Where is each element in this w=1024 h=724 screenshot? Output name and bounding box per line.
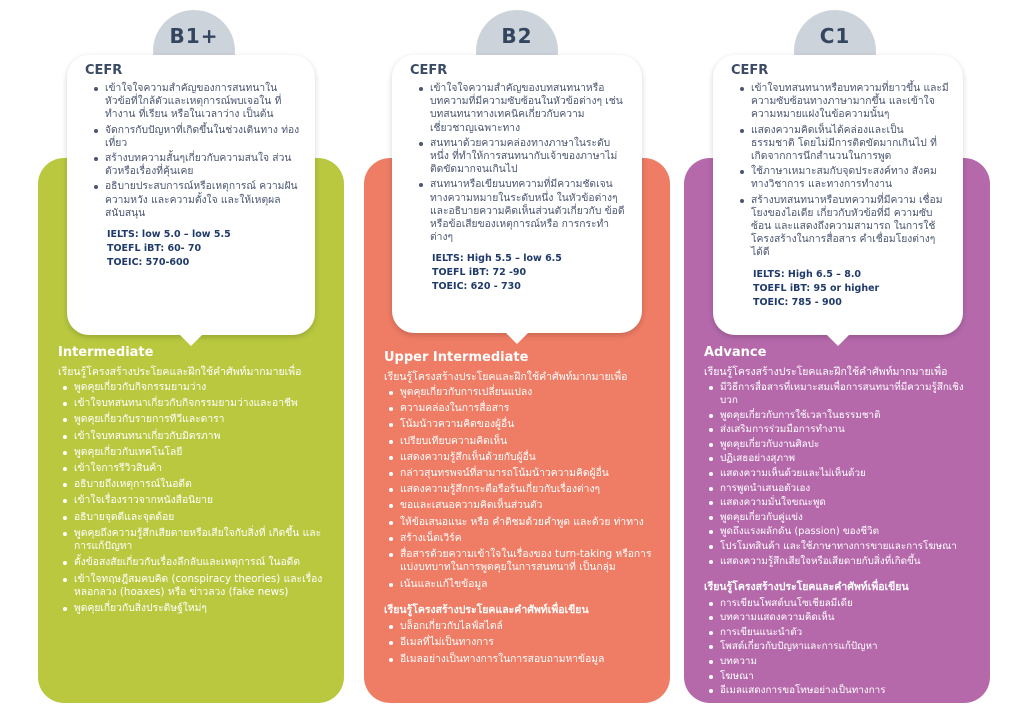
list-item: เข้าใจทฤษฎีสมคบคิด (conspiracy theories) และเรื่องหลอกลวง (hoaxes) หรือ ข่าวลวง (fake news) [74,573,328,600]
cefr-list [91,82,301,220]
cefr-label: CEFR [85,63,123,78]
test-scores [753,268,949,310]
cefr-item: สนทนาหรือเขียนบทความที่มีความชัดเจน ทางความหมายในระดับหนึ่ง ในหัวข้อต่างๆ และอธิบายความคิดเห็นส่วนตัวเกี่ยวกับ ข้อดีหรือข้อเสียของเหตุการณ์หรือ การกระทำต่างๆ [430,178,628,244]
ielts-score: IELTS: low 5.0 – low 5.5 [107,229,231,241]
ielts-score: IELTS: High 5.5 – low 6.5 [432,253,562,265]
cefr-card [67,55,315,335]
list-item: พูดถึงแรงผลักดัน (passion) ของชีวิต [720,525,974,538]
toeic-score: TOEIC: 785 - 900 [753,296,842,308]
list-item: พูดคุยเกี่ยวกับคู่แข่ง [720,511,974,524]
list-item: มีวิธีการสื่อสารที่เหมาะสมเพื่อการสนทนาที่มีความรู้สึกเชิงบวก [720,381,974,407]
cefr-item: แสดงความคิดเห็นได้คล่องและเป็น ธรรมชาติ โดยไม่มีการติดขัดมากเกินไป ที่เกิดจากการนึกสำนวนในการพูด [751,124,949,164]
cefr-item: จัดการกับปัญหาที่เกิดขึ้นในช่วงเดินทาง ท่องเที่ยว [105,123,300,149]
toefl-score: TOEFL iBT: 95 or higher [753,282,880,294]
course-list [384,386,654,591]
list-item: อีเมลอย่างเป็นทางการในการสอบถามหาข้อมูล [400,653,654,667]
list-item: ส่งเสริมการร่วมมือการทำงาน [720,423,974,436]
level-badge: C1 [794,10,876,92]
list-item: อีเมลที่ไม่เป็นทางการ [400,636,654,650]
cefr-item: อธิบายประสบการณ์หรือเหตุการณ์ ความฝัน ความหวัง และความตั้งใจ และให้เหตุผลสนับสนุน [105,180,301,220]
list-item: เปรียบเทียบความคิดเห็น [400,435,654,449]
ielts-score: IELTS: High 6.5 – 8.0 [753,268,862,280]
list-item: แสดงความรู้สึกเห็นด้วยกับผู้อื่น [400,451,654,465]
list-item: ความคล่องในการสื่อสาร [400,402,654,416]
writing-title: เรียนรู้โครงสร้างประโยคและคำศัพท์เพื่อเขียน [384,604,589,617]
list-item: พูดคุยเกี่ยวกับเทคโนโลยี [74,446,328,460]
list-item: แสดงความมั่นใจขณะพูด [720,496,974,509]
list-item: เน้นและแก้ไขข้อมูล [400,578,654,592]
level-badge: B2 [476,10,558,92]
cefr-label: CEFR [731,63,769,78]
level-column-c1 [684,0,990,724]
writing-list [704,597,974,698]
list-item: แสดงความเห็นด้วยและไม่เห็นด้วย [720,467,974,480]
course-section [384,350,654,669]
course-intro: เรียนรู้โครงสร้างประโยคและฝึกใช้คำศัพท์มากมายเพื่อ [384,371,628,383]
toefl-score: TOEFL iBT: 72 -90 [432,267,527,279]
list-item: การเขียนแนะนำตัว [720,626,974,639]
test-scores [107,228,301,270]
toeic-score: TOEIC: 570-600 [107,257,190,269]
list-item: สื่อสารด้วยความเข้าใจในเรื่องของ turn-taking หรือการแบ่งบทบาทในการพูดคุยในการสนทนาที่ เป็นกลุ่ม [400,548,654,575]
course-list [58,381,328,616]
cefr-list [416,82,628,244]
list-item: อีเมลแสดงการขอโทษอย่างเป็นทางการ [720,684,974,697]
list-item: อธิบายจุดดีและจุดด้อย [74,511,328,525]
list-item: เข้าใจการรีวิวสินค้า [74,462,328,476]
list-item: พูดคุยถึงความรู้สึกเสียดายหรือเสียใจกับสิ่งที่ เกิดขึ้น และการแก้ปัญหา [74,527,328,554]
course-section [704,345,974,699]
cefr-item: ใช้ภาษาเหมาะสมกับจุดประสงค์ทาง สังคม ทางวิชาการ และทางการทำงาน [751,165,949,191]
list-item: เข้าใจบทสนทนาเกี่ยวกับกิจกรรมยามว่างและอาชีพ [74,397,328,411]
list-item: พูดคุยเกี่ยวกับงานศิลปะ [720,438,974,451]
list-item: โฆษณา [720,670,974,683]
cefr-item: สร้างบทความสั้นๆเกี่ยวกับความสนใจ ส่วนตัวหรือเรื่องที่คุ้นเคย [105,152,301,178]
cefr-card [713,55,963,335]
course-intro: เรียนรู้โครงสร้างประโยคและฝึกใช้คำศัพท์มากมายเพื่อ [58,366,302,378]
list-item: บทความ [720,655,974,668]
course-intro: เรียนรู้โครงสร้างประโยคและฝึกใช้คำศัพท์มากมายเพื่อ [704,366,948,378]
list-item: โพสต์เกี่ยวกับปัญหาและการแก้ปัญหา [720,640,974,653]
list-item: พูดคุยเกี่ยวกับการใช้เวลาในธรรมชาติ [720,409,974,422]
list-item: ขอและเสนอความคิดเห็นส่วนตัว [400,499,654,513]
card-pointer [505,332,529,344]
list-item: เข้าใจบทสนทนาเกี่ยวกับมิตรภาพ [74,430,328,444]
course-list [704,381,974,568]
toeic-score: TOEIC: 620 - 730 [432,281,521,293]
test-scores [432,252,628,294]
cefr-item: เข้าใจใจความสำคัญของการสนทนาใน หัวข้อที่ใกล้ตัวและเหตุการณ์พบเจอใน ที่ทำงาน ที่เรียน หรือในเวลาว่าง เป็นต้น [105,82,301,122]
list-item: ให้ข้อเสนอแนะ หรือ คำติชมด้วยคำพูด และด้วย ท่าทาง [400,516,654,530]
list-item: การเขียนโพสต์บนโซเชียลมีเดีย [720,597,974,610]
level-badge: B1+ [153,10,235,92]
cefr-item: เข้าใจใจความสำคัญของบทสนทนาหรือ บทความที่มีความซับซ้อนในหัวข้อต่างๆ เช่น บทสนทนาทางเทคนิคเกี่ยวกับความ เชี่ยวชาญเฉพาะทาง [430,82,628,135]
cefr-card [392,55,642,333]
course-section [58,345,328,619]
list-item: การพูดนำเสนอตัวเอง [720,482,974,495]
cefr-item: เข้าใจบทสนทนาหรือบทความที่ยาวขึ้น และมีความซับซ้อนทางภาษามากขึ้น และเข้าใจความหมายแฝงในข้อความนั้นๆ [751,82,949,121]
list-item: แสดงความรู้สึกกระตือรือร้นเกี่ยวกับเรื่องต่างๆ [400,483,654,497]
cefr-item: สร้างบทสนทนาหรือบทความที่มีความ เชื่อมโยงของไอเดีย เกี่ยวกับหัวข้อที่มี ความซับซ้อน และแสดงถึงความสามารถ ในการใช้โครงสร้างในการสื่อสาร คำเชื่อมโยงต่างๆ ได้ดี [751,194,949,260]
course-title: Upper Intermediate [384,350,529,365]
cefr-list [737,82,949,260]
course-title: Advance [704,345,767,360]
course-title: Intermediate [58,345,154,360]
writing-list [384,620,654,666]
list-item: บทความแสดงความคิดเห็น [720,611,974,624]
list-item: พูดคุยเกี่ยวกับกิจกรรมยามว่าง [74,381,328,395]
list-item: กล่าวสุนทรพจน์ที่สามารถโน้มน้าวความคิดผู้อื่น [400,467,654,481]
list-item: พูดคุยเกี่ยวกับรายการทีวีและดารา [74,413,328,427]
list-item: พูดคุยเกี่ยวกับการเปลี่ยนแปลง [400,386,654,400]
level-column-b2 [364,0,670,724]
level-column-b1 [38,0,344,724]
list-item: บล็อกเกี่ยวกับไลฟ์สไตล์ [400,620,654,634]
list-item: สร้างเน็ตเวิร์ค [400,532,654,546]
list-item: โปรโมทสินค้า และใช้ภาษาทางการขายและการโฆษณา [720,540,974,553]
writing-title: เรียนรู้โครงสร้างประโยคและคำศัพท์เพื่อเขียน [704,580,909,593]
list-item: ตั้งข้อสงสัยเกี่ยวกับเรื่องลึกลับและเหตุการณ์ ในอดีต [74,556,328,570]
toefl-score: TOEFL iBT: 60- 70 [107,243,202,255]
cefr-label: CEFR [410,63,448,78]
list-item: แสดงความรู้สึกเสียใจหรือเสียดายกับสิ่งที่เกิดขึ้น [720,555,974,568]
list-item: ปฏิเสธอย่างสุภาพ [720,452,974,465]
cefr-item: สนทนาด้วยความคล่องทางภาษาในระดับ หนึ่ง ที่ทำให้การสนทนากับเจ้าของภาษาไม่ ติดขัดมากจนเกินไป [430,137,628,177]
list-item: พูดคุยเกี่ยวกับสิ่งประดิษฐ์ใหม่ๆ [74,602,328,616]
list-item: อธิบายถึงเหตุการณ์ในอดีต [74,478,328,492]
list-item: โน้มน้าวความคิดของผู้อื่น [400,418,654,432]
list-item: เข้าใจเรื่องราวจากหนังสือนิยาย [74,494,328,508]
